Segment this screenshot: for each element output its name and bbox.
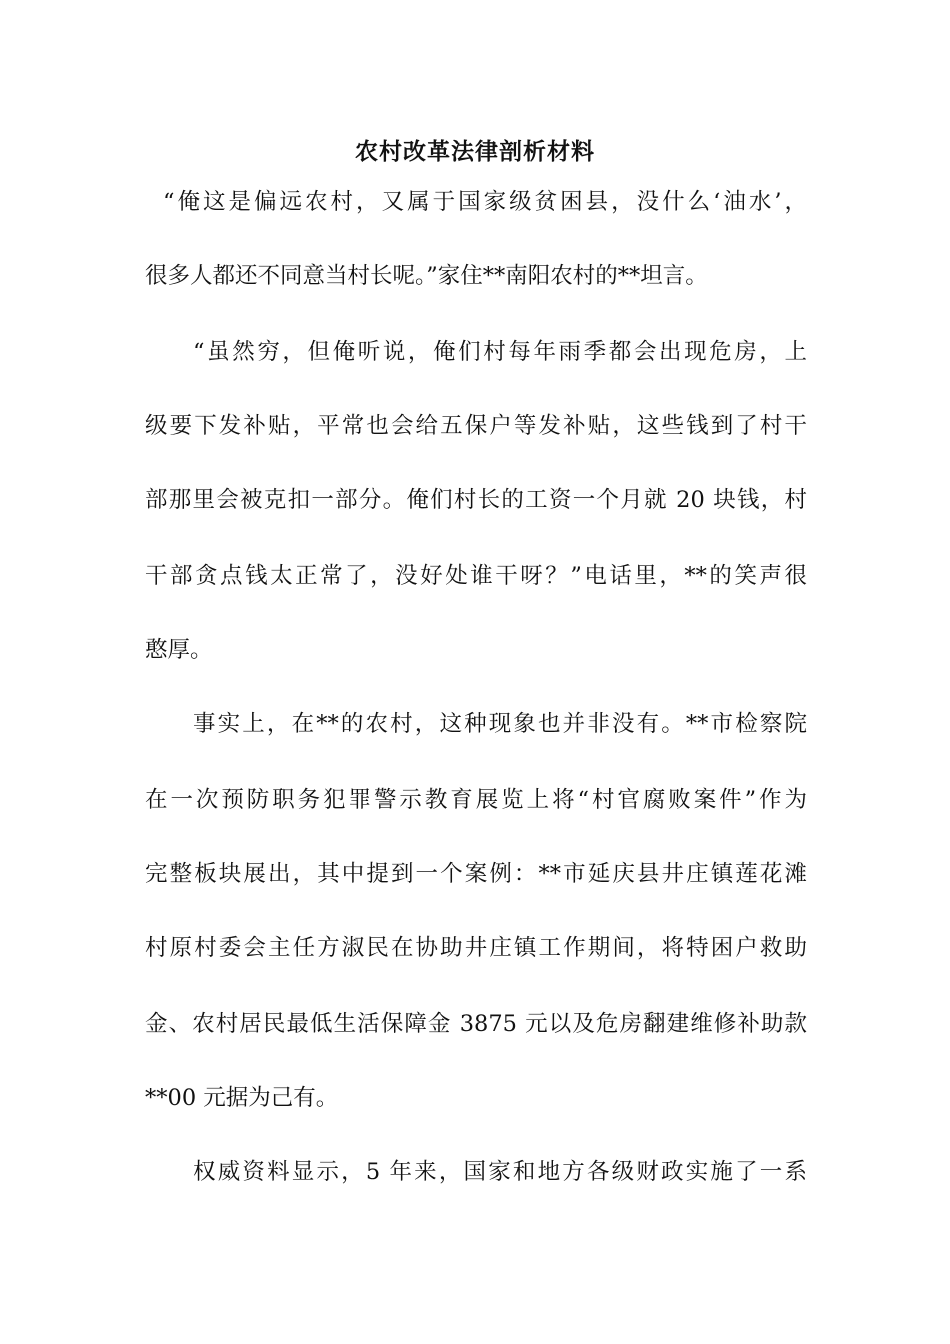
paragraph-3-line-5: 金、农村居民最低生活保障金 3875 元以及危房翻建维修补助款 <box>145 1011 807 1037</box>
paragraph-3-line-1: 事实上，在**的农村，这种现象也并非没有。**市检察院 <box>193 711 807 737</box>
paragraph-1-line-2: 很多人都还不同意当村长呢。”家住**南阳农村的**坦言。 <box>145 263 708 289</box>
paragraph-1-line-1: “俺这是偏远农村，又属于国家级贫困县，没什么‘油水’， <box>163 189 807 215</box>
paragraph-3-line-6: **00 元据为己有。 <box>145 1085 339 1111</box>
paragraph-2-line-2: 级要下发补贴，平常也会给五保户等发补贴，这些钱到了村干 <box>145 413 807 439</box>
paragraph-3-line-2: 在一次预防职务犯罪警示教育展览上将“村官腐败案件”作为 <box>145 787 807 813</box>
paragraph-2-line-5: 憨厚。 <box>145 637 213 663</box>
paragraph-2-line-3: 部那里会被克扣一部分。俺们村长的工资一个月就 20 块钱，村 <box>145 487 807 513</box>
paragraph-4-line-1: 权威资料显示，5 年来，国家和地方各级财政实施了一系 <box>193 1159 807 1185</box>
paragraph-3-line-3: 完整板块展出，其中提到一个案例：**市延庆县井庄镇莲花滩 <box>145 861 807 887</box>
paragraph-2-line-1: “虽然穷，但俺听说，俺们村每年雨季都会出现危房，上 <box>193 339 807 365</box>
paragraph-3-line-4: 村原村委会主任方淑民在协助井庄镇工作期间，将特困户救助 <box>145 935 807 961</box>
document-title: 农村改革法律剖析材料 <box>355 138 595 165</box>
paragraph-2-line-4: 干部贪点钱太正常了，没好处谁干呀？”电话里，**的笑声很 <box>145 563 807 589</box>
